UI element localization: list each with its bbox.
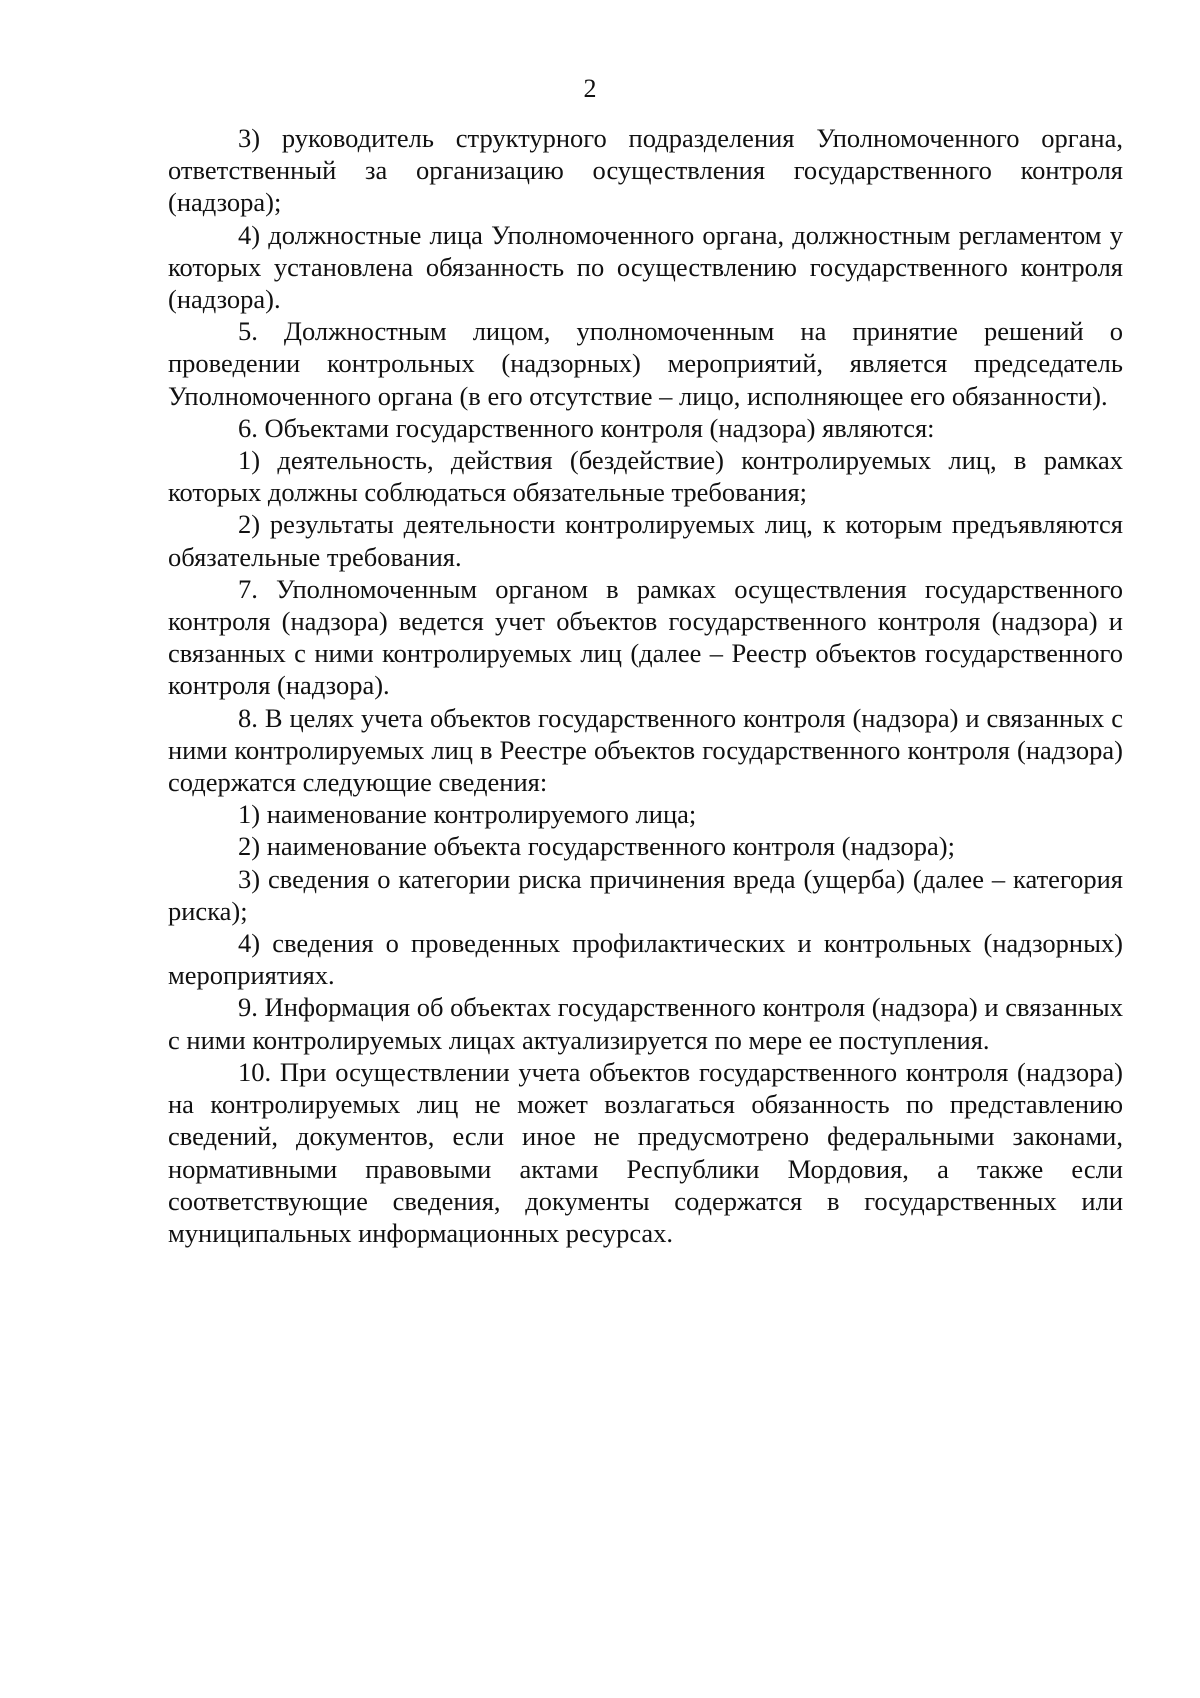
paragraph-5-decision-official: 5. Должностным лицом, уполномоченным на принятие решений о проведении контрольных (надзорных) мероприятий, является председатель Уполномоченного органа (в его отсутствие – лицо, исполняющее его обязанности). [168,316,1123,411]
paragraph-item-3-head-of-division: 3) руководитель структурного подразделения Уполномоченного органа, ответственный за организацию осуществления государственного контроля (надзора); [168,123,1123,218]
paragraph-8-registry-contents: 8. В целях учета объектов государственного контроля (надзора) и связанных с ними контролируемых лиц в Реестре объектов государственного контроля (надзора) содержатся следующие сведения: [168,702,1123,798]
paragraph-item-4-officials: 4) должностные лица Уполномоченного органа, должностным регламентом у которых установлена обязанность по осуществлению государственного контроля (надзора). [168,219,1123,315]
paragraph-6-control-objects: 6. Объектами государственного контроля (надзора) являются: [238,412,935,443]
page-number: 2 [583,74,597,103]
paragraph-6-2-results: 2) результаты деятельности контролируемых лиц, к которым предъявляются обязательные требования. [168,509,1123,572]
paragraph-6-1-activity: 1) деятельность, действия (бездействие) контролируемых лиц, в рамках которых должны соблюдаться обязательные требования; [168,445,1123,508]
paragraph-10-no-obligation: 10. При осуществлении учета объектов государственного контроля (надзора) на контролируемых лиц не может возлагаться обязанность по представлению сведений, документов, если иное не предусмотрено федеральными законами, нормативными правовыми актами Республики Мордовия, а также если соответствующие сведения, документы содержатся в государственных или муниципальных информационных ресурсах. [168,1056,1123,1248]
paragraph-8-1-name-of-person: 1) наименование контролируемого лица; [238,799,697,830]
paragraph-8-2-name-of-object: 2) наименование объекта государственного контроля (надзора); [238,831,955,862]
document-body [168,122,1123,1249]
paragraph-8-3-risk-category: 3) сведения о категории риска причинения вреда (ущерба) (далее – категория риска); [168,863,1123,926]
paragraph-9-information-update: 9. Информация об объектах государственного контроля (надзора) и связанных с ними контролируемых лицах актуализируется по мере ее поступления. [168,992,1123,1055]
paragraph-8-4-measures: 4) сведения о проведенных профилактических и контрольных (надзорных) мероприятиях. [168,928,1123,991]
paragraph-7-registry: 7. Уполномоченным органом в рамках осуществления государственного контроля (надзора) ведется учет объектов государственного контроля (надзора) и связанных с ними контролируемых лиц (далее – Реестр объектов государственного контроля (надзора). [168,573,1123,701]
